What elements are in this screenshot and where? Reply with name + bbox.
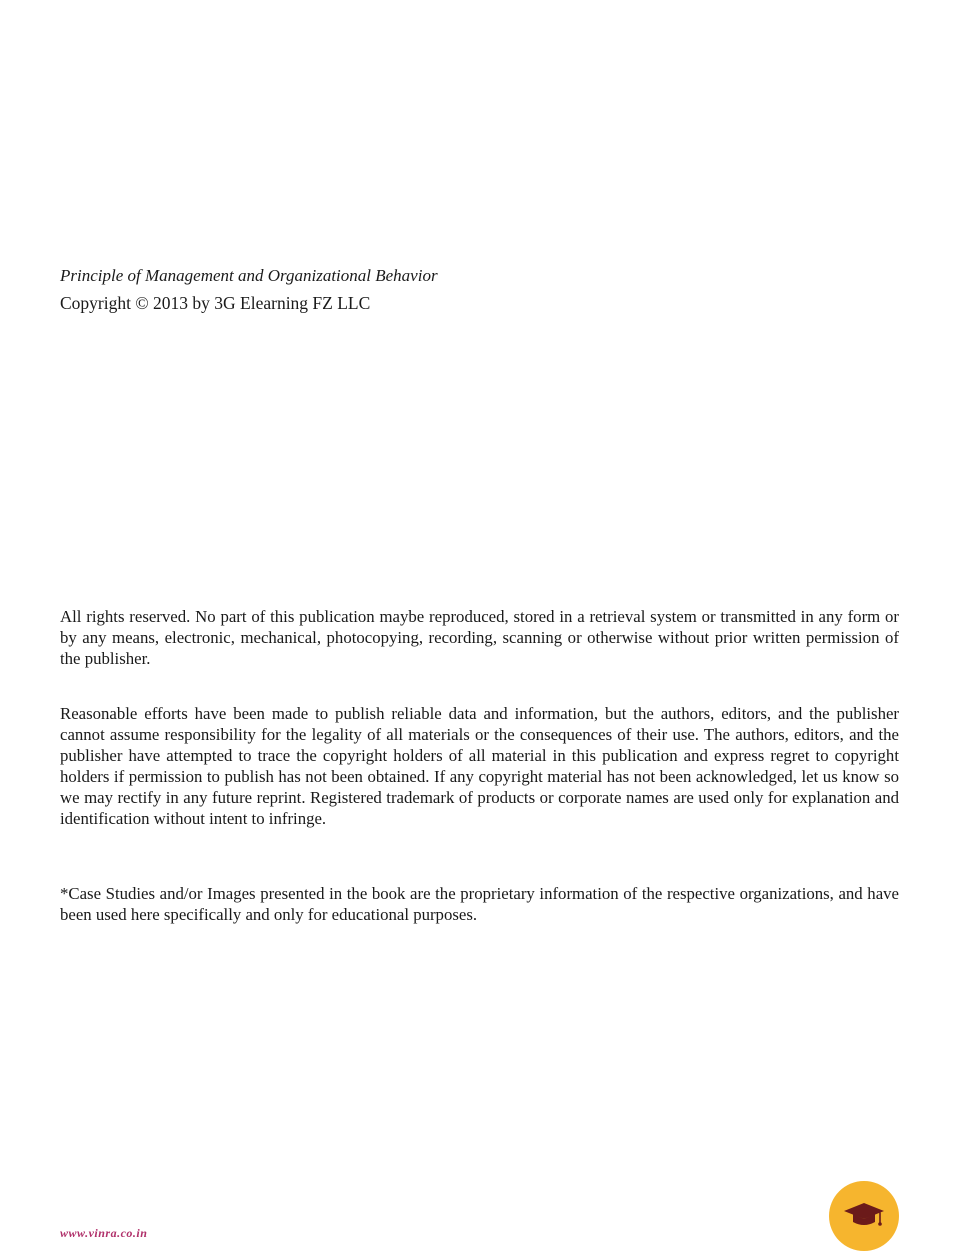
vinra-logo [829, 1181, 899, 1251]
graduation-cap-icon [842, 1199, 886, 1233]
copyright-line: Copyright © 2013 by 3G Elearning FZ LLC [60, 293, 371, 313]
case-studies-notice: *Case Studies and/or Images presented in the book are the proprietary information of the respective organizations, and have been used here specifically and only for educational purposes. [60, 884, 899, 924]
book-title: Principle of Management and Organizational Behavior [60, 266, 438, 285]
footer-url-link[interactable]: www.vinra.co.in [60, 1226, 148, 1240]
disclaimer-notice: Reasonable efforts have been made to publish reliable data and information, but the authors, editors, and the publisher cannot assume responsibility for the legality of all materials or the consequences of their use. The authors, editors, and the publisher have attempted to trace the copyright holders of all material in this publication and express regret to copyright holders if permission to publish has not been obtained. If any copyright material has not been acknowledged, let us know so we may rectify in any future reprint. Registered trademark of products or corporate names are used only for explanation and identification without intent to infringe. [60, 704, 899, 828]
rights-reserved-notice: All rights reserved. No part of this publication maybe reproduced, stored in a retrieval system or transmitted in any form or by any means, electronic, mechanical, photocopying, recording, scanning or otherwise without prior written permission of the publisher. [60, 607, 899, 668]
